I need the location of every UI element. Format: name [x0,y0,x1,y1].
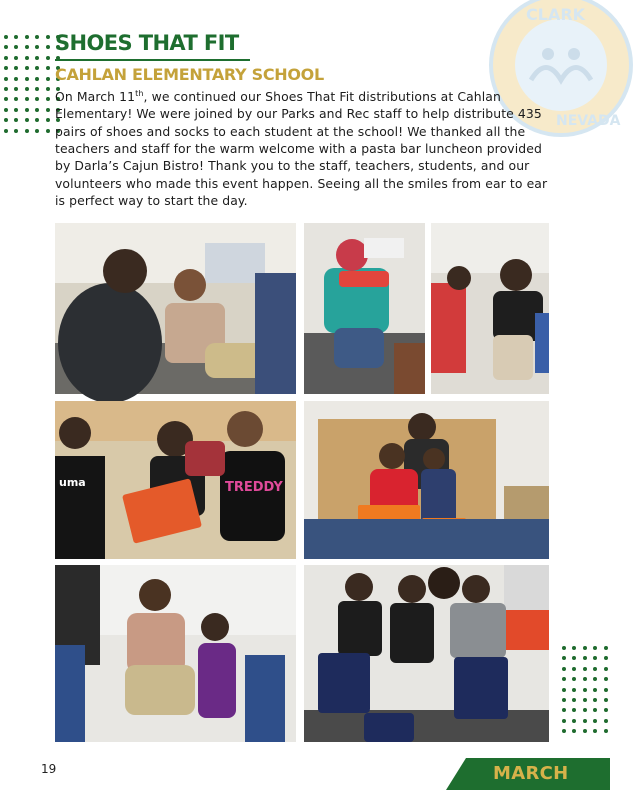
decorative-dot [583,688,587,692]
decorative-dot [46,77,50,81]
decorative-dot [583,708,587,712]
decorative-dot [593,646,597,650]
shirt-brand-text: uma [59,476,86,489]
decorative-dot [46,129,50,133]
decorative-dot [572,656,576,660]
decorative-dot [604,667,608,671]
decorative-dot [604,646,608,650]
month-label: MARCH [493,763,569,784]
decorative-dot [46,66,50,70]
decorative-dot [25,87,29,91]
decorative-dot [593,719,597,723]
decorative-dot [4,56,8,60]
decorative-dot [593,656,597,660]
decorative-dot [46,56,50,60]
decorative-dot [572,667,576,671]
page-number: 19 [41,762,57,776]
decorative-dot [583,646,587,650]
decorative-dot [46,97,50,101]
decorative-dot [4,87,8,91]
decorative-dot [25,108,29,112]
decorative-dot [14,35,18,39]
decorative-dot [35,35,39,39]
article-text: , we continued our Shoes That Fit distributions at Cahlan Elementary! We were joined by our Parks and Rec staff to help distribute 435 pairs of shoes and socks to each student at the school! We thanked all the teachers and staff for the warm welcome with a pasta bar luncheon provided by Darla’s Cajun Bistro! Thank you to the staff, teachers, students, and our volunteers who made this event happen. Seeing all the smiles from ear to ear is perfect way to start the day. [55,89,548,208]
photo-child-holding-shoe-box [304,223,425,394]
decorative-dot [35,129,39,133]
decorative-dot [4,77,8,81]
decorative-dot [562,667,566,671]
decorative-dot [14,108,18,112]
decorative-dot [35,87,39,91]
decorative-dot [562,719,566,723]
decorative-dot [562,729,566,733]
decorative-dot [46,108,50,112]
decorative-dot [583,719,587,723]
decorative-dot [562,708,566,712]
decorative-dot [604,688,608,692]
decorative-dot [572,708,576,712]
page-title: SHOES THAT FIT [55,31,239,55]
decorative-dot [25,129,29,133]
decorative-dot [4,66,8,70]
decorative-dot [583,677,587,681]
decorative-dot [572,719,576,723]
decorative-dot [572,729,576,733]
article-body [55,85,555,209]
decorative-dot [35,77,39,81]
decorative-dot [14,87,18,91]
photo-boys-opening-shoe-box [55,401,296,559]
photo-volunteer-with-boys-and-boxes [304,401,549,559]
decorative-dot [604,698,608,702]
decorative-dot-grid-bottom [562,646,608,733]
seal-text-side: NEVADA [556,113,621,129]
decorative-dot [583,667,587,671]
decorative-dot [604,708,608,712]
decorative-dot [593,698,597,702]
decorative-dot [14,118,18,122]
decorative-dot [35,118,39,122]
decorative-dot [25,66,29,70]
decorative-dot [35,56,39,60]
decorative-dot [25,77,29,81]
decorative-dot [562,646,566,650]
decorative-dot [593,729,597,733]
decorative-dot [14,66,18,70]
decorative-dot [583,698,587,702]
decorative-dot [604,719,608,723]
decorative-dot [25,97,29,101]
decorative-dot [4,118,8,122]
title-underline [55,59,250,61]
decorative-dot [46,87,50,91]
decorative-dot [4,97,8,101]
decorative-dot [562,656,566,660]
decorative-dot [25,35,29,39]
decorative-dot [583,729,587,733]
decorative-dot [572,646,576,650]
decorative-dot [572,688,576,692]
article-intro: On March 11 [55,89,136,105]
decorative-dot [562,698,566,702]
decorative-dot [25,118,29,122]
photo-group-with-bags [304,565,549,742]
decorative-dot [25,45,29,49]
decorative-dot [4,35,8,39]
decorative-dot [46,45,50,49]
shirt-graphic-text: TREDDY [225,480,283,495]
decorative-dot [46,35,50,39]
decorative-dot-grid-top [4,35,60,133]
decorative-dot [25,56,29,60]
decorative-dot [604,677,608,681]
decorative-dot [583,656,587,660]
decorative-dot [14,97,18,101]
decorative-dot [4,129,8,133]
decorative-dot [572,698,576,702]
photo-adult-kneeling-with-students [55,223,296,394]
decorative-dot [14,129,18,133]
ordinal-suffix: th [135,89,144,98]
decorative-dot [604,656,608,660]
decorative-dot [572,677,576,681]
decorative-dot [35,97,39,101]
decorative-dot [593,688,597,692]
decorative-dot [14,56,18,60]
decorative-dot [46,118,50,122]
decorative-dot [35,108,39,112]
decorative-dot [35,45,39,49]
decorative-dot [562,677,566,681]
decorative-dot [14,45,18,49]
decorative-dot [604,729,608,733]
page-subtitle: CAHLAN ELEMENTARY SCHOOL [55,65,324,84]
decorative-dot [593,677,597,681]
decorative-dot [35,66,39,70]
decorative-dot [4,108,8,112]
decorative-dot [4,45,8,49]
decorative-dot [593,667,597,671]
photo-girls-seated-smiling [431,223,549,394]
decorative-dot [562,688,566,692]
photo-volunteer-with-girl [55,565,296,742]
seal-text-top: CLARK [526,5,586,24]
decorative-dot [593,708,597,712]
decorative-dot [14,77,18,81]
